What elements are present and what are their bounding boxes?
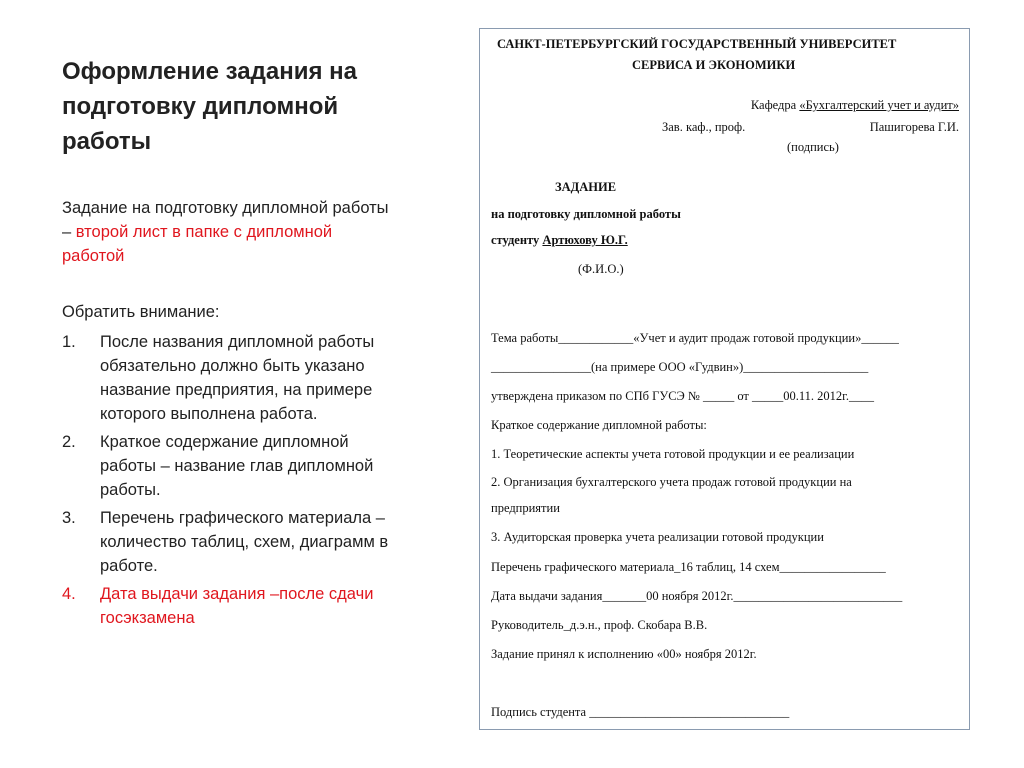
- issue-date-line: Дата выдачи задания_______00 ноября 2012г.___________________________: [491, 589, 903, 603]
- list-item-number: 2.: [62, 433, 76, 451]
- task-subheading: на подготовку дипломной работы: [491, 207, 681, 221]
- summary-item-2: 2. Организация бухгалтерского учета продаж готовой продукции на: [491, 475, 852, 489]
- notes-list: [62, 330, 392, 634]
- list-item-number: 4.: [62, 585, 76, 603]
- department-line: [751, 98, 959, 113]
- student-label: студенту: [491, 233, 543, 247]
- department-name: «Бухгалтерский учет и аудит»: [799, 98, 959, 112]
- list-item: [62, 430, 392, 502]
- intro-text: Задание на подготовку дипломной работы –: [62, 199, 389, 241]
- summary-item-2-cont: предприятии: [491, 501, 560, 515]
- list-item-text: Дата выдачи задания –после сдачи госэкзамена: [100, 585, 374, 627]
- assignment-document: [479, 28, 970, 730]
- graphics-line: Перечень графического материала_16 таблиц, 14 схем_________________: [491, 560, 886, 574]
- list-item-text: Перечень графического материала – количество таблиц, схем, диаграмм в работе.: [100, 509, 389, 575]
- student-name: Артюхову Ю.Г.: [542, 233, 628, 247]
- department-label: Кафедра: [750, 98, 800, 112]
- head-label: Зав. каф., проф.: [662, 120, 746, 134]
- topic-line-2: ________________(на примере ООО «Гудвин»)____________________: [491, 360, 869, 374]
- list-item-text: После названия дипломной работы обязательно должно быть указано название предприятия, на примере которого выполнена работа.: [100, 333, 375, 423]
- fio-hint: (Ф.И.О.): [578, 262, 624, 276]
- list-item-number: 3.: [62, 509, 76, 527]
- university-name-line2: СЕРВИСА И ЭКОНОМИКИ: [632, 58, 796, 72]
- intro-highlight: второй лист в папке с дипломной работой: [62, 223, 333, 265]
- list-item: [62, 582, 392, 630]
- topic-line-1: Тема работы____________«Учет и аудит продаж готовой продукции»______: [491, 331, 899, 345]
- university-name-line1: САНКТ-ПЕТЕРБУРГСКИЙ ГОСУДАРСТВЕННЫЙ УНИВЕРСИТЕТ: [497, 37, 897, 51]
- accepted-line: Задание принял к исполнению «00» ноября 2012г.: [491, 647, 757, 661]
- summary-label: Краткое содержание дипломной работы:: [491, 418, 707, 432]
- slide-title: Оформление задания на подготовку дипломной работы: [62, 58, 357, 155]
- student-signature-line: Подпись студента ________________________________: [491, 705, 790, 719]
- list-item: [62, 506, 392, 578]
- list-item-text: Краткое содержание дипломной работы – название глав дипломной работы.: [100, 433, 374, 499]
- intro-paragraph: [62, 196, 392, 268]
- student-line: [491, 233, 628, 248]
- head-name: Пашигорева Г.И.: [869, 120, 959, 134]
- supervisor-line: Руководитель_д.э.н., проф. Скобара В.В.: [491, 618, 708, 632]
- summary-item-1: 1. Теоретические аспекты учета готовой продукции и ее реализации: [491, 447, 855, 461]
- list-item-number: 1.: [62, 333, 76, 351]
- approved-line: утверждена приказом по СПб ГУСЭ № _____ от _____00.11. 2012г.____: [491, 389, 875, 403]
- list-item: [62, 330, 392, 426]
- task-heading: ЗАДАНИЕ: [555, 180, 617, 194]
- summary-item-3: 3. Аудиторская проверка учета реализации готовой продукции: [491, 530, 824, 544]
- attention-label: Обратить внимание:: [62, 303, 220, 321]
- signature-hint: (подпись): [787, 140, 839, 154]
